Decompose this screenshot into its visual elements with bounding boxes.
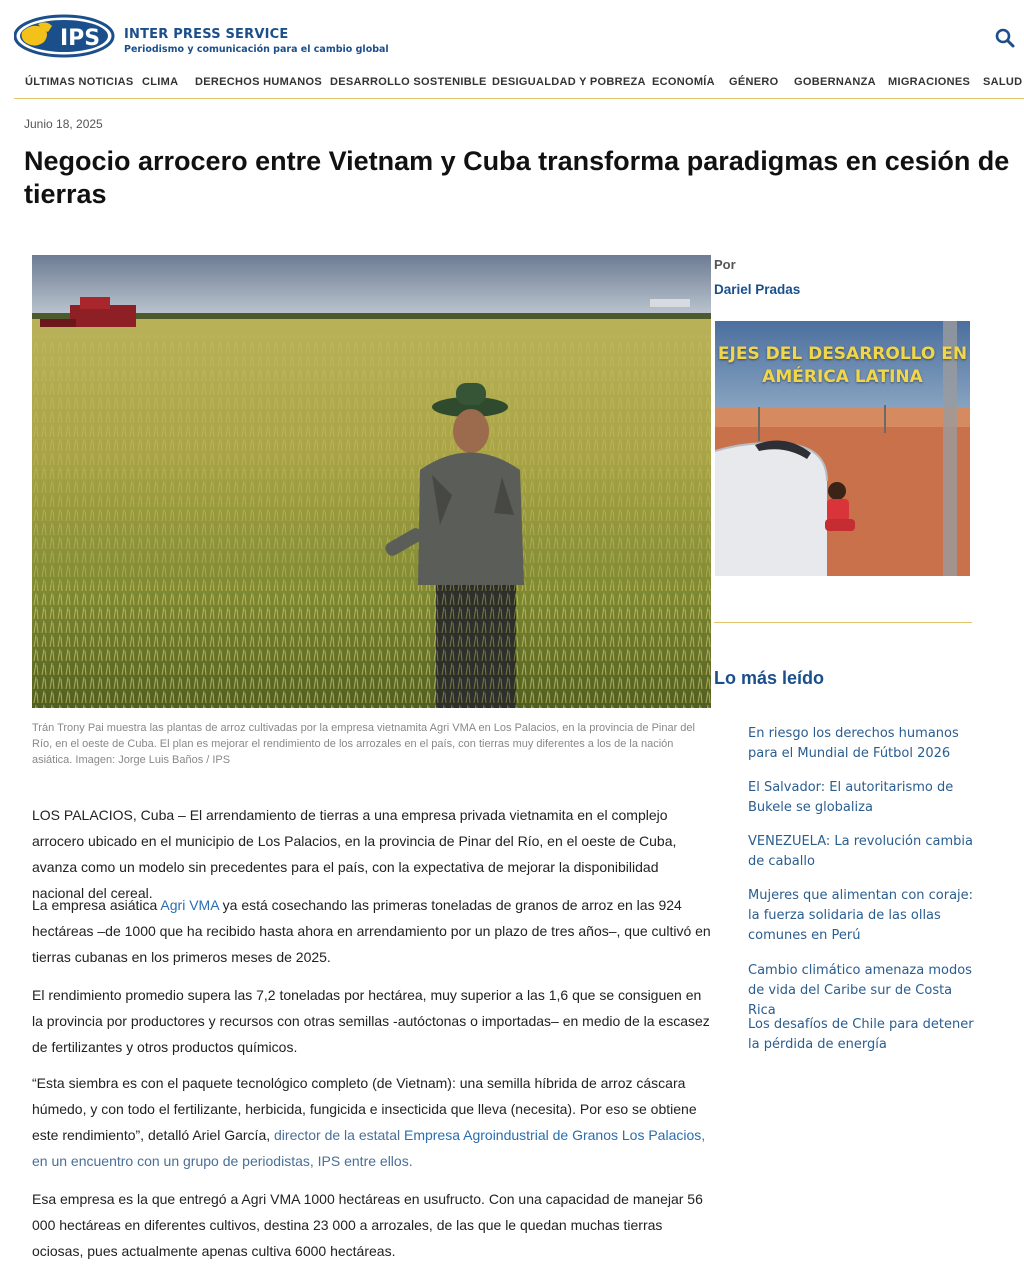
agri-vma-link[interactable]: Agri VMA [160,897,219,913]
nav-migraciones[interactable]: MIGRACIONES [888,76,971,88]
brand-tagline: Periodismo y comunicación para el cambio global [124,44,389,55]
text-run: , en un encuentro con un grupo de periodistas, IPS entre ellos. [32,1127,706,1169]
nav-gobernanza[interactable]: GOBERNANZA [794,76,876,88]
nav-economia[interactable]: ECONOMÍA [652,76,715,88]
text-run: La empresa asiática [32,897,161,913]
most-read-link[interactable]: Cambio climático amenaza modos de vida del Caribe sur de Costa Rica [748,963,972,1018]
article-paragraph: LOS PALACIOS, Cuba – El arrendamiento de tierras a una empresa privada vietnamita en el complejo arrocero ubicado en el municipio de Los Palacios, en la provincia de Pinar del Río, en el oeste de Cuba, avanza como un modelo sin precedentes para el país, con la expectativa de mejorar la disponibilidad nacional del cereal. [32,807,677,901]
text-run: director de la estatal [274,1127,404,1143]
most-read-link[interactable]: Los desafíos de Chile para detener la pérdida de energía [748,1017,974,1052]
nav-divider [14,98,1024,99]
most-read-link[interactable]: VENEZUELA: La revolución cambia de caballo [748,834,973,869]
main-nav [0,68,1024,100]
search-icon[interactable] [994,27,1016,49]
nav-genero[interactable]: GÉNERO [729,76,779,88]
article-paragraph [32,892,712,970]
text-run: ya está cosechando las primeras toneladas de granos de arroz en las 924 hectáreas –de 1000 que ha recibido hasta ahora en arrendamiento por un plazo de tres años–, que cultivó en tierras cubanas en los primeros meses de 2025. [32,897,711,965]
most-read-link[interactable]: Mujeres que alimentan con coraje: la fuerza solidaria de las ollas comunes en Perú [748,888,974,943]
article-title: Negocio arrocero entre Vietnam y Cuba transforma paradigmas en cesión de tierras [24,146,1010,209]
nav-ultimas-noticias[interactable]: ÚLTIMAS NOTICIAS [25,76,134,88]
article-date: Junio 18, 2025 [24,117,103,131]
article-paragraph [32,1070,712,1174]
author-link[interactable]: Dariel Pradas [714,282,801,297]
empresa-agroindustrial-link[interactable]: Empresa Agroindustrial de Granos Los Palacios [403,1127,702,1143]
promo-banner[interactable] [715,321,970,576]
text-run: “Esta siembra es con el paquete tecnológico completo (de Vietnam): una semilla híbrida de arroz cáscara húmedo, y con todo el fertilizante, herbicida, fungicida e insecticida que lleva (necesita). Por eso se obtiene este rendimiento”, detalló Ariel García, [32,1075,697,1143]
byline-label: Por [714,257,736,272]
most-read-link[interactable]: En riesgo los derechos humanos para el Mundial de Fútbol 2026 [748,726,959,761]
ips-logo[interactable] [14,14,116,58]
nav-clima[interactable]: CLIMA [142,76,179,88]
nav-salud[interactable]: SALUD [983,76,1023,88]
nav-derechos-humanos[interactable]: DERECHOS HUMANOS [195,76,323,88]
photo-caption: Trán Trony Pai muestra las plantas de arroz cultivadas por la empresa vietnamita Agri VMA en Los Palacios, en la provincia de Pinar del Río, en el oeste de Cuba. El plan es mejorar el rendimiento de los arrozales en el país, con tierras muy diferentes a los de la nación asiática. Imagen: Jorge Luis Baños / IPS [32,722,695,766]
promo-title: EJES DEL DESARROLLO EN AMÉRICA LATINA [717,344,968,387]
article-paragraph: El rendimiento promedio supera las 7,2 toneladas por hectárea, muy superior a las 1,6 que se consiguen en la provincia por productores y recursos con otras semillas -autóctonas o importadas– en medio de la escasez de fertilizantes y otros productos químicos. [32,987,710,1055]
nav-desarrollo-sostenible[interactable]: DESARROLLO SOSTENIBLE [330,76,487,88]
site-header [0,0,1024,64]
article-main-photo[interactable] [32,255,711,708]
most-read-link[interactable]: El Salvador: El autoritarismo de Bukele se globaliza [748,780,954,815]
logo-text: IPS [60,26,101,51]
sidebar-divider [714,622,972,623]
brand-name[interactable]: INTER PRESS SERVICE [124,27,289,42]
most-read-heading: Lo más leído [714,668,825,688]
nav-desigualdad-pobreza[interactable]: DESIGUALDAD Y POBREZA [492,76,646,88]
article-paragraph: Esa empresa es la que entregó a Agri VMA 1000 hectáreas en usufructo. Con una capacidad de manejar 56 000 hectáreas en diferentes cultivos, destina 23 000 a arrozales, de las que le quedan muchas tierras ociosas, pues actualmente apenas cultiva 6000 hectáreas. [32,1191,703,1259]
